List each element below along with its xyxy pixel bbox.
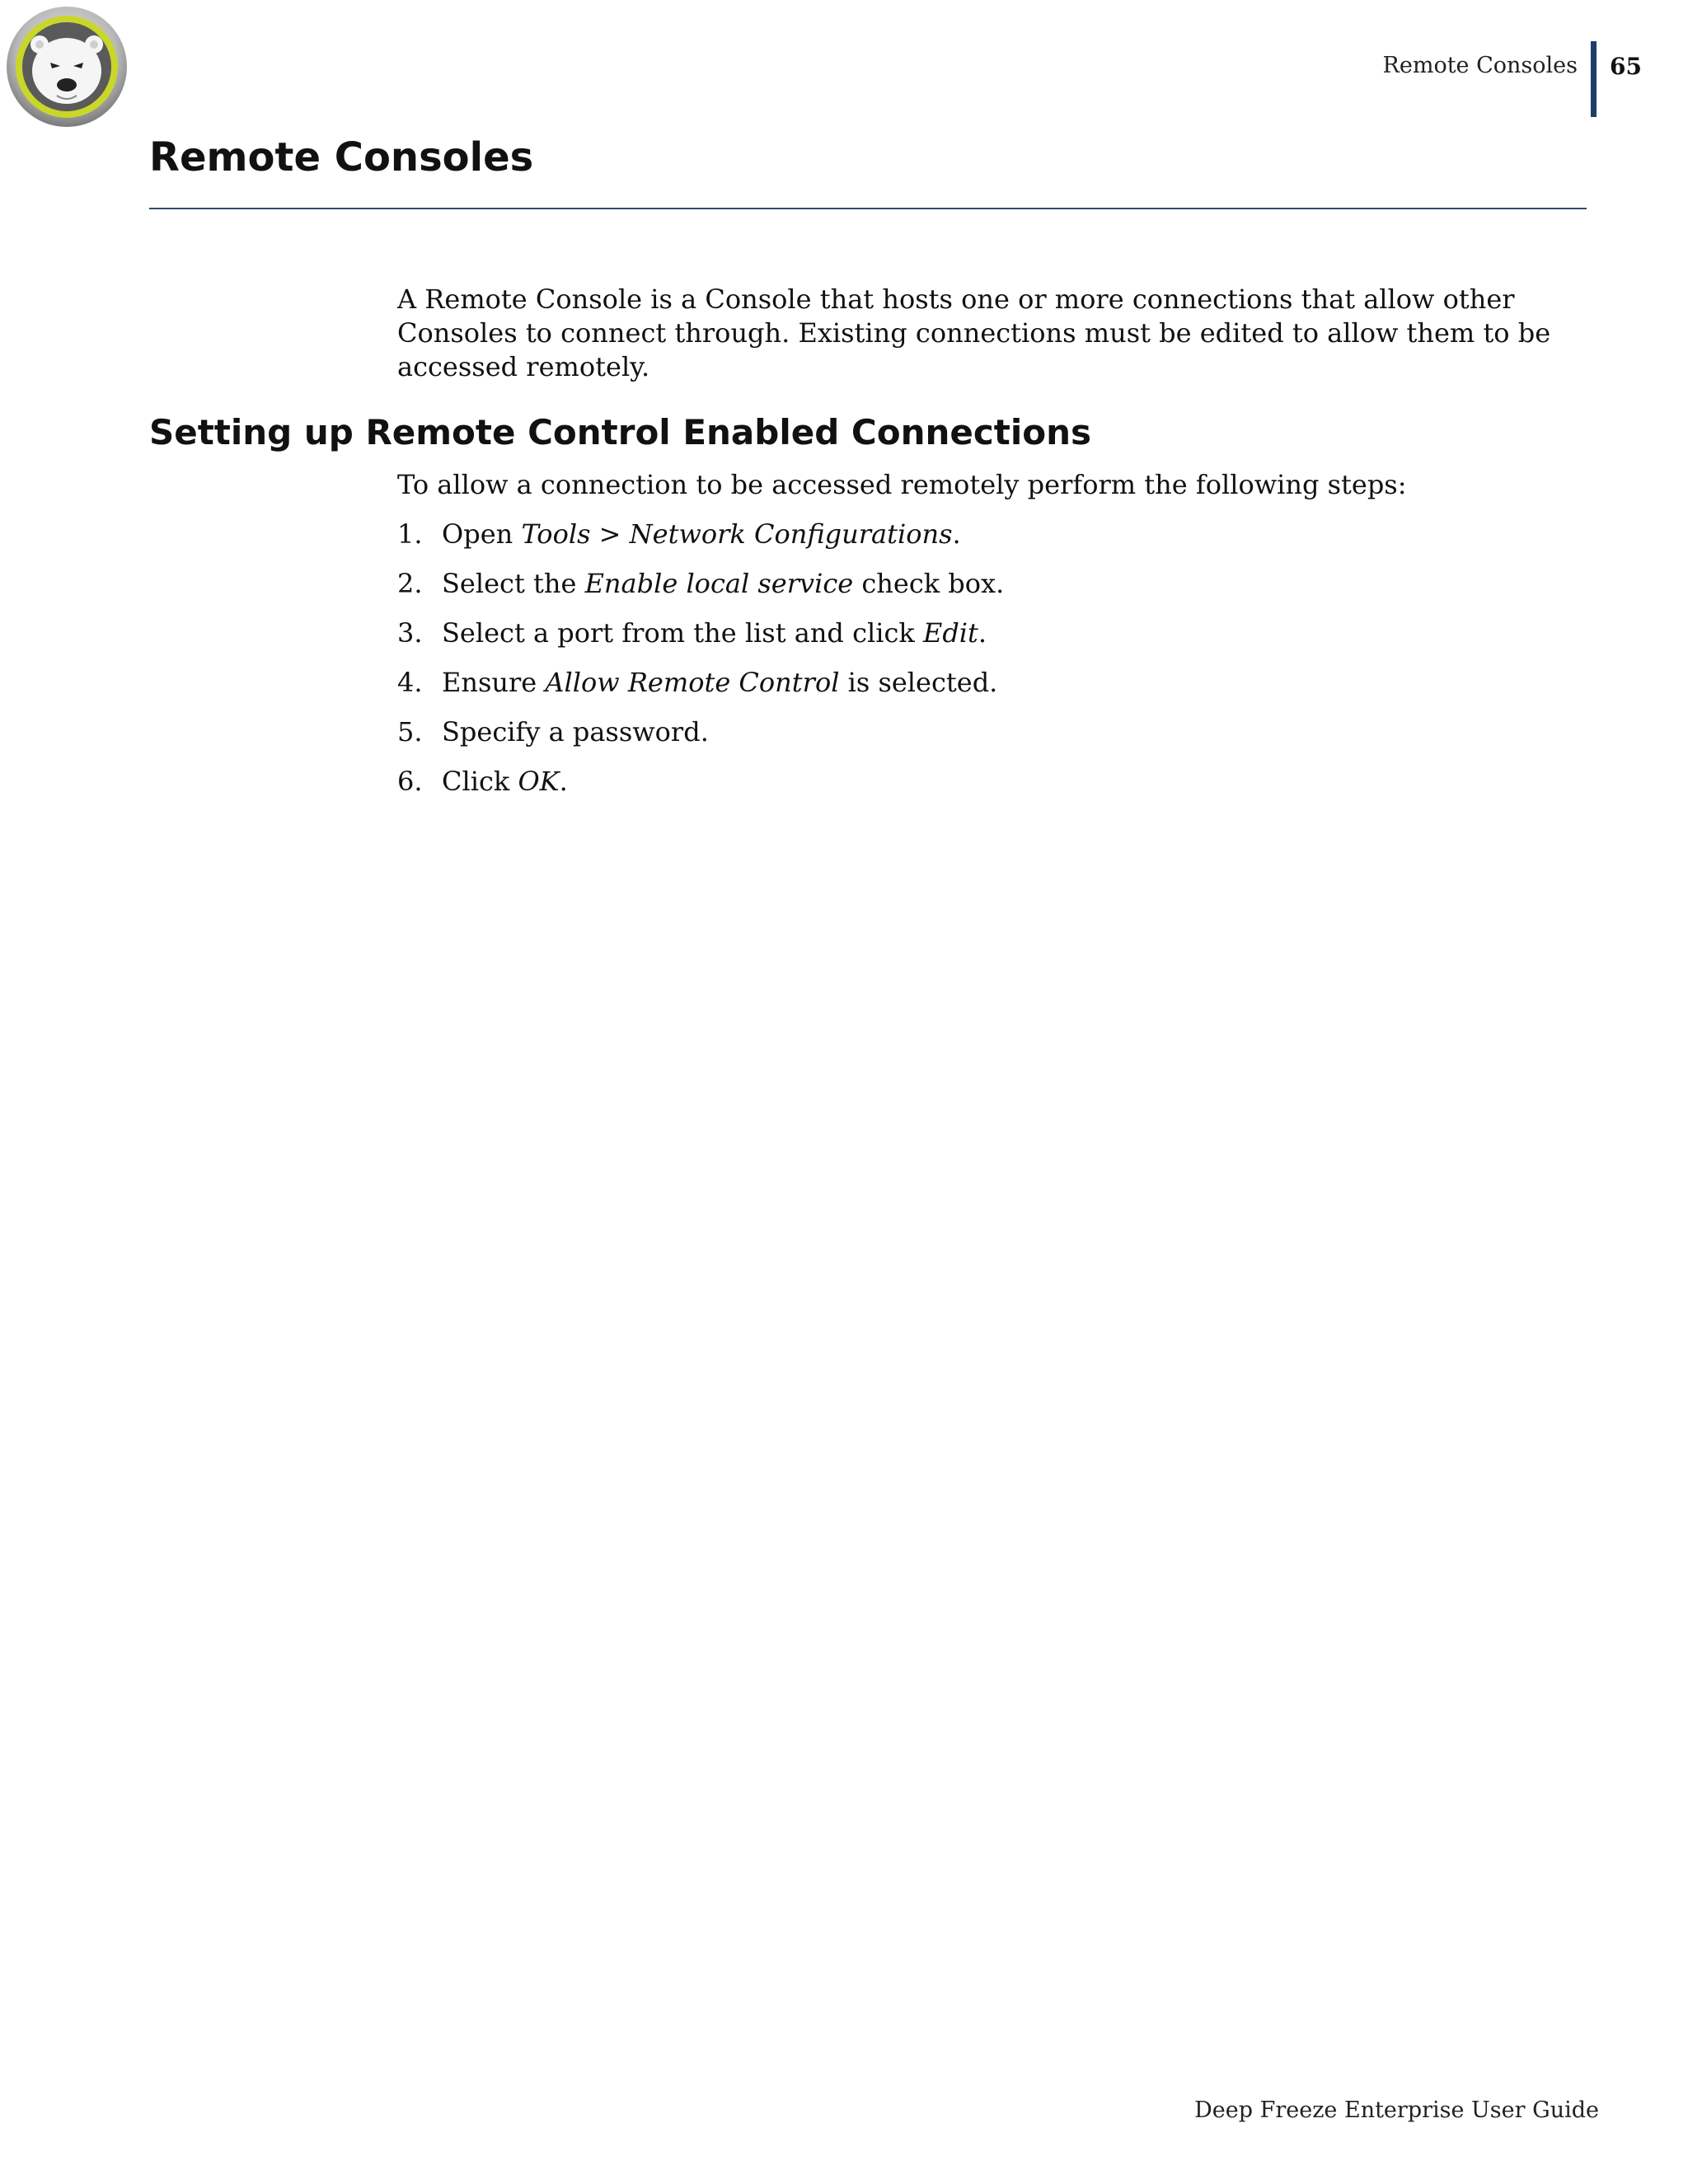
step-item	[397, 567, 1004, 616]
section-heading: Setting up Remote Control Enabled Connections	[149, 412, 1091, 452]
header-divider	[1591, 41, 1597, 117]
step-number: 6.	[397, 766, 423, 797]
page-title: Remote Consoles	[149, 134, 534, 180]
step-item	[397, 715, 1004, 765]
steps-list	[397, 518, 1004, 814]
step-text: Ensure Allow Remote Control is selected.	[442, 667, 998, 698]
page-footer: Deep Freeze Enterprise User Guide	[1194, 2097, 1599, 2123]
step-item	[397, 616, 1004, 666]
step-number: 4.	[397, 667, 423, 698]
step-text: Select a port from the list and click Edit.	[442, 617, 987, 649]
running-header: Remote Consoles	[1382, 53, 1578, 78]
page-number: 65	[1610, 53, 1642, 80]
step-item	[397, 765, 1004, 814]
step-text: Specify a password.	[442, 716, 709, 748]
step-number: 3.	[397, 617, 423, 649]
title-divider	[149, 208, 1587, 209]
step-item	[397, 666, 1004, 715]
step-item	[397, 518, 1004, 567]
step-number: 5.	[397, 716, 423, 748]
steps-lead: To allow a connection to be accessed remotely perform the following steps:	[397, 469, 1407, 500]
step-number: 2.	[397, 568, 423, 599]
intro-paragraph: A Remote Console is a Console that hosts one or more connections that allow other Consoles to connect through. Existing connections must be edited to allow them to be accessed remotely.	[397, 284, 1551, 382]
step-number: 1.	[397, 518, 423, 550]
polar-bear-logo-icon	[5, 5, 129, 129]
step-text: Click OK.	[442, 766, 568, 797]
step-text: Open Tools > Network Configurations.	[442, 518, 961, 550]
step-text: Select the Enable local service check box.	[442, 568, 1005, 599]
